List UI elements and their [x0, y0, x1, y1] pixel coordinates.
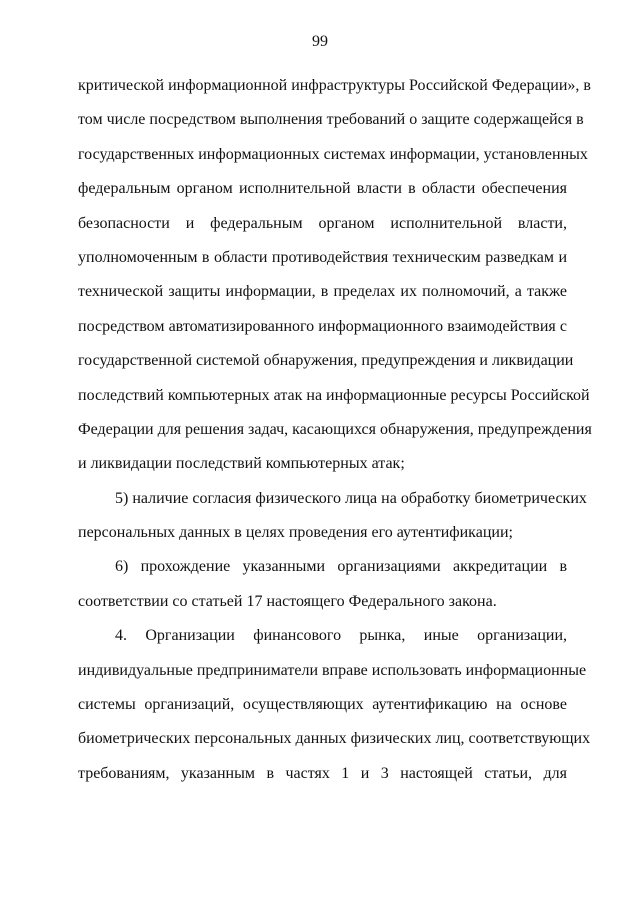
text-line: 4. Организации финансового рынка, иные организации, [115, 627, 567, 645]
text-line: 6) прохождение указанными организациями аккредитации в [115, 558, 567, 576]
text-line: соответствии со статьей 17 настоящего Федерального закона. [78, 592, 497, 610]
text-line: требованиям, указанным в частях 1 и 3 настоящей статьи, для [78, 764, 567, 782]
text-line: критической информационной инфраструктуры Российской Федерации», в [78, 77, 591, 94]
body-text [78, 69, 592, 791]
text-line: технической защиты информации, в пределах их полномочий, а также [78, 283, 567, 301]
text-line: безопасности и федеральным органом исполнительной власти, [78, 214, 567, 232]
text-line: посредством автоматизированного информационного взаимодействия с [78, 317, 567, 335]
text-line: последствий компьютерных атак на информационные ресурсы Российской [78, 386, 590, 404]
text-line: уполномоченным в области противодействия техническим разведкам и [78, 248, 567, 266]
text-line: биометрических персональных данных физических лиц, соответствующих [78, 730, 591, 748]
text-line: и ликвидации последствий компьютерных атак; [78, 455, 405, 473]
text-line: индивидуальные предприниматели вправе использовать информационные [78, 661, 587, 679]
page-number: 99 [312, 33, 328, 50]
text-line: персональных данных в целях проведения его аутентификации; [78, 524, 513, 542]
text-line: 5) наличие согласия физического лица на обработку биометрических [115, 489, 587, 507]
text-line: том числе посредством выполнения требований о защите содержащейся в [78, 111, 584, 129]
text-line: государственной системой обнаружения, предупреждения и ликвидации [78, 352, 574, 370]
text-line: системы организаций, осуществляющих аутентификацию на основе [78, 696, 567, 714]
text-line: федеральным органом исполнительной власти в области обеспечения [78, 180, 567, 198]
text-line: государственных информационных системах информации, установленных [78, 145, 588, 163]
text-line: Федерации для решения задач, касающихся обнаружения, предупреждения [78, 420, 592, 438]
